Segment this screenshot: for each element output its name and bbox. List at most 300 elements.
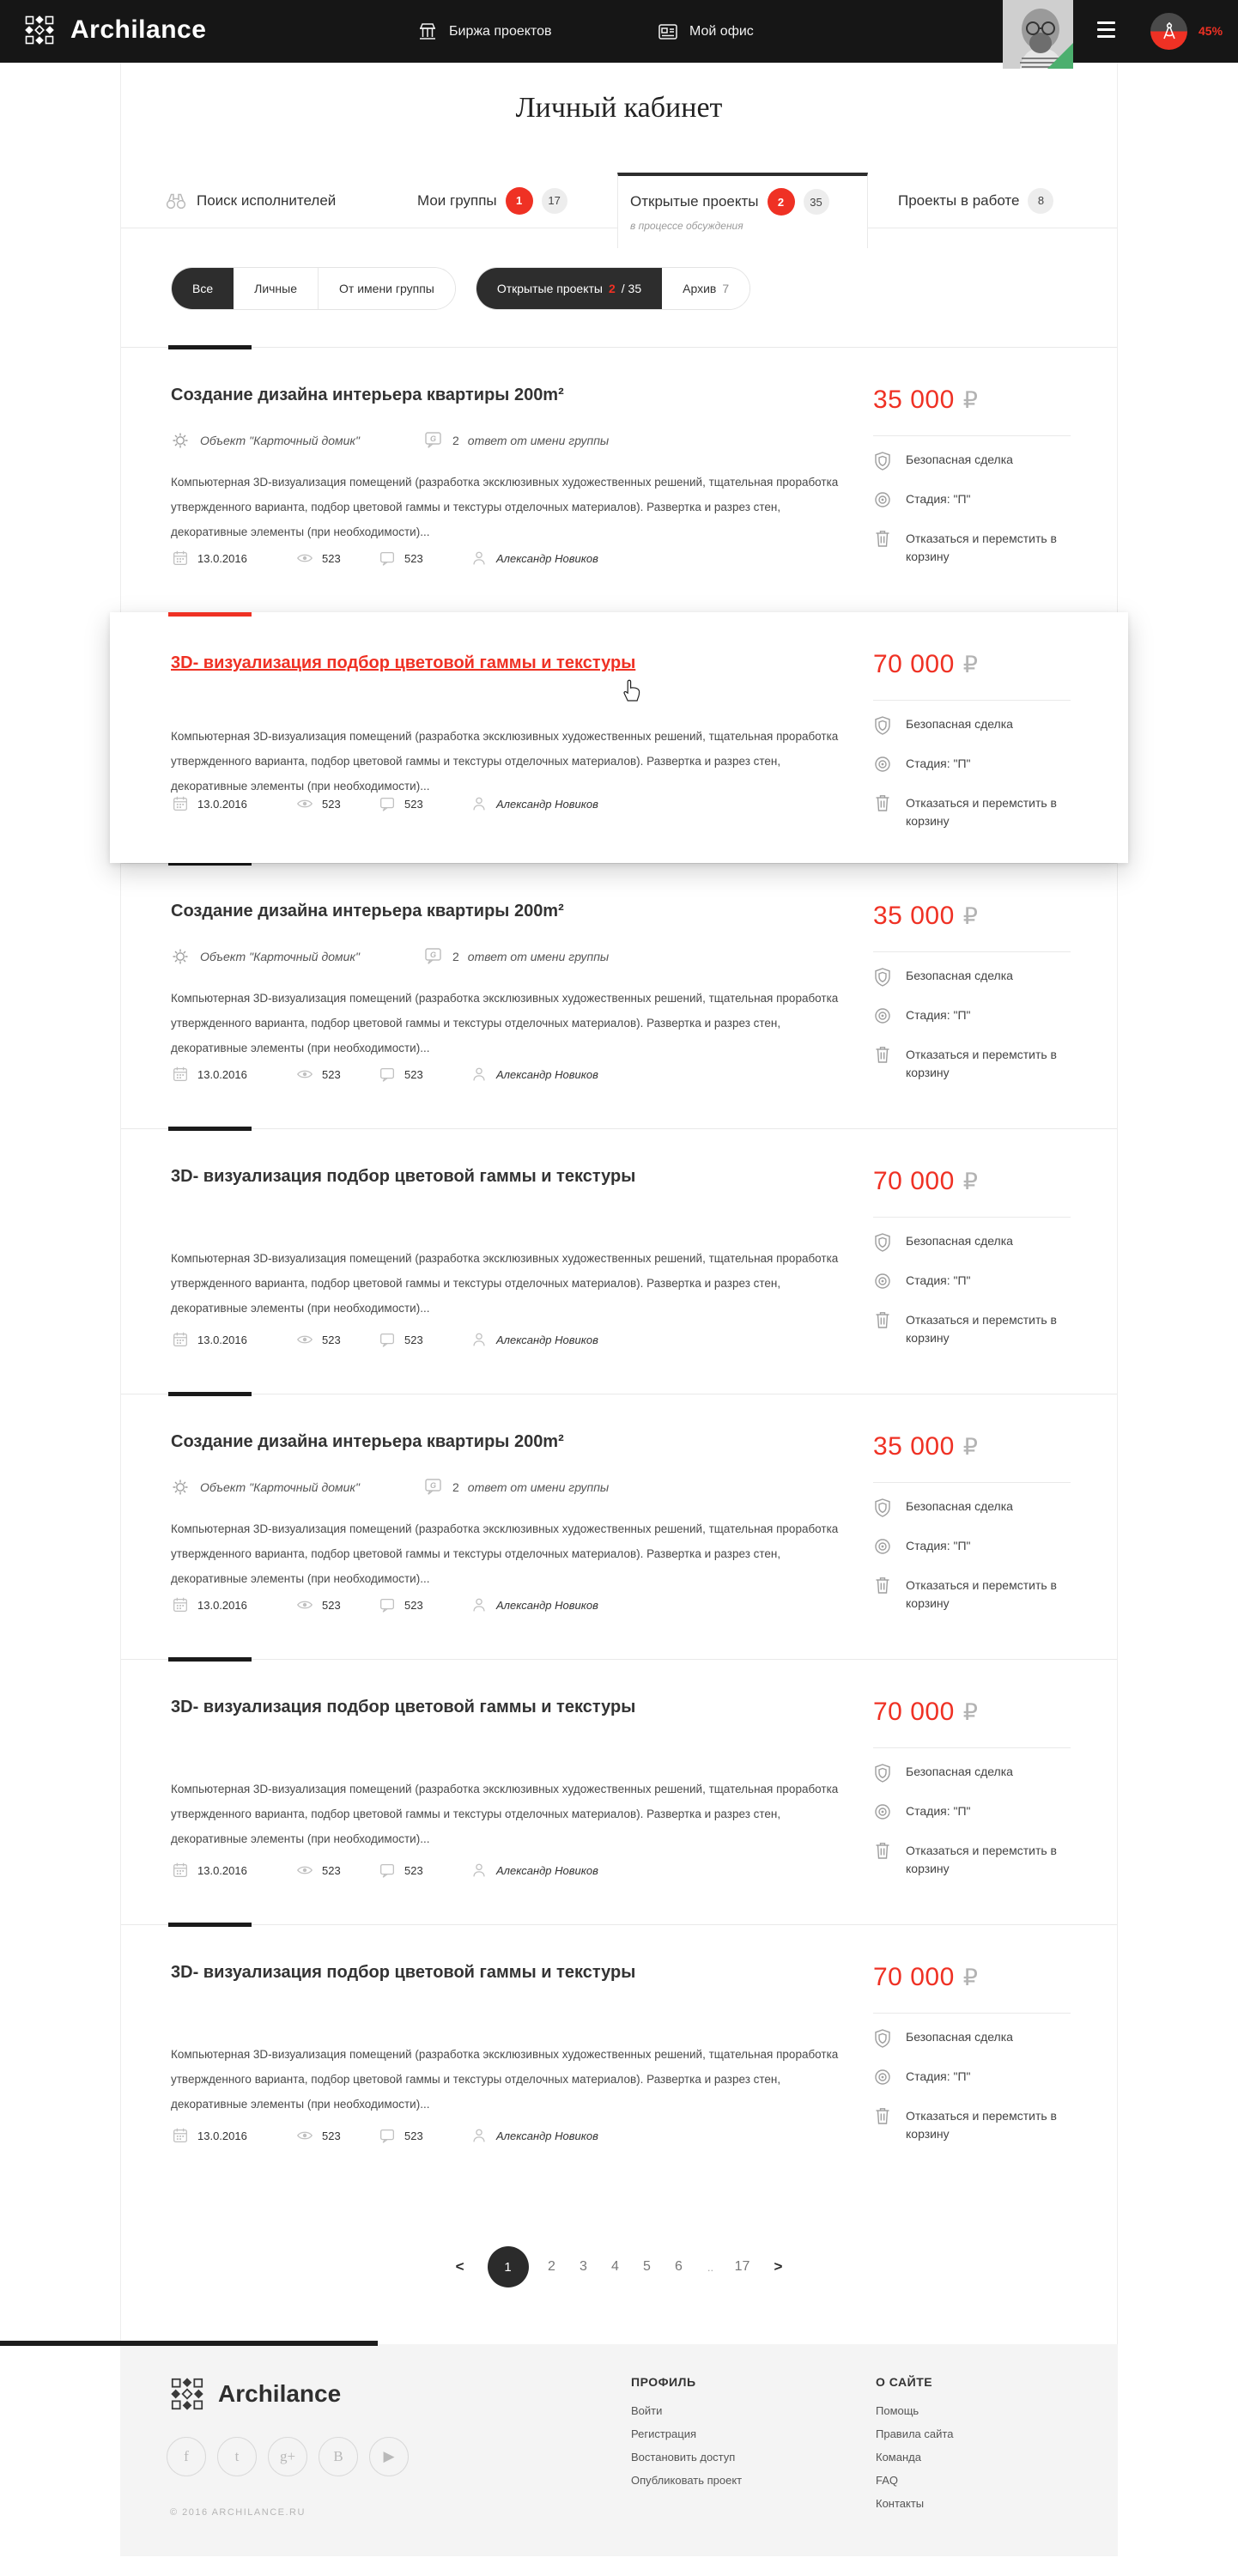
comment-bubble-icon [378, 1065, 397, 1084]
pagination-prev[interactable]: < [455, 2258, 464, 2275]
filters-row [171, 267, 1117, 310]
project-description: Компьютерная 3D-визуализация помещений (разработка эксклюзивных художественных решений, тщательная проработка утвержденного варианта, подбор цветовой гаммы и текстуры отделочных материалов). Развертка и разрез стен, декоративные элементы (при необходимости)... [171, 476, 839, 538]
reply-count: 2 [452, 950, 459, 963]
shield-icon [873, 451, 892, 471]
refuse-move-to-trash-action[interactable] [873, 528, 1065, 566]
open-total-count: / 35 [621, 282, 642, 295]
ruble-sign: ₽ [962, 1434, 979, 1460]
pagination-page-3[interactable]: 3 [580, 2259, 587, 2274]
main-container [120, 63, 1118, 2344]
project-price [873, 902, 978, 931]
date-value: 13.0.2016 [197, 551, 247, 565]
open-new-count: 2 [608, 282, 616, 295]
right-column-divider [873, 951, 1071, 952]
calendar-icon [171, 794, 190, 813]
right-column-divider [873, 435, 1071, 436]
tabs-bar [121, 173, 1117, 232]
card-meta-row [171, 794, 841, 813]
object-label: Объект "Карточный домик" [200, 434, 360, 447]
safe-deal-row [873, 967, 1013, 987]
twitter-icon[interactable]: t [217, 2437, 257, 2476]
comments-counter [378, 549, 423, 568]
comment-bubble-icon [378, 1861, 397, 1880]
person-icon [470, 1595, 489, 1614]
reply-label: ответ от имени группы [467, 950, 610, 963]
stage-row [873, 490, 971, 509]
author[interactable] [470, 1065, 598, 1084]
project-description: Компьютерная 3D-визуализация помещений (разработка эксклюзивных художественных решений, тщательная проработка утвержденного варианта, подбор цветовой гаммы и текстуры отделочных материалов). Развертка и разрез стен, декоративные элементы (при необходимости)... [171, 1522, 839, 1585]
person-icon [470, 1861, 489, 1880]
total-count-badge: 8 [1028, 188, 1053, 214]
safe-deal-label: Безопасная сделка [906, 1234, 1013, 1248]
comment-bubble-icon [378, 1330, 397, 1349]
refuse-move-to-trash-action[interactable] [873, 1309, 1065, 1347]
views-counter [295, 794, 341, 813]
project-price [873, 1698, 978, 1727]
trash-icon [873, 793, 892, 813]
card-accent-bar [168, 612, 252, 617]
pagination-page-1[interactable]: 1 [488, 2246, 529, 2287]
stage-target-icon [873, 1802, 892, 1821]
project-card [121, 863, 1117, 1128]
price-value: 70 000 [873, 650, 955, 678]
tab-subtitle: в процессе обсуждения [630, 220, 743, 232]
footer-column-title: ПРОФИЛЬ [631, 2375, 696, 2389]
tab-label: Проекты в работе [898, 191, 1020, 209]
price-value: 35 000 [873, 386, 955, 414]
shield-icon [873, 1763, 892, 1783]
card-meta-row [171, 2126, 841, 2145]
author[interactable] [470, 2126, 598, 2145]
card-meta-row [171, 1330, 841, 1349]
svg-text:G: G [429, 1480, 436, 1490]
trash-icon [873, 1309, 892, 1330]
safe-deal-row [873, 715, 1013, 736]
archilance-logo-icon [170, 2377, 204, 2411]
project-title-link[interactable]: 3D- визуализация подбор цветовой гаммы и текстуры [171, 1963, 636, 1982]
pagination-ellipsis: .. [707, 2260, 714, 2274]
ruble-sign: ₽ [962, 903, 979, 929]
footer-link[interactable]: Регистрация [631, 2427, 696, 2440]
project-title-link[interactable]: 3D- визуализация подбор цветовой гаммы и текстуры [171, 1167, 636, 1186]
id-card-icon [657, 21, 679, 43]
publish-date [171, 1595, 247, 1614]
pagination-next[interactable]: > [774, 2258, 783, 2275]
author-name: Александр Новиков [496, 1598, 598, 1612]
user-avatar[interactable] [1003, 0, 1073, 69]
calendar-icon [171, 2126, 190, 2145]
safe-deal-label: Безопасная сделка [906, 453, 1013, 466]
tab-search-executors[interactable] [164, 173, 336, 228]
group-replies [423, 1477, 609, 1498]
comments-value: 523 [404, 1067, 423, 1081]
eye-icon [295, 2126, 314, 2145]
publish-date [171, 794, 247, 813]
project-price [873, 1963, 978, 1992]
pagination [121, 2190, 1117, 2344]
comment-bubble-icon [378, 1595, 397, 1614]
author-name: Александр Новиков [496, 551, 598, 565]
stage-row [873, 1802, 971, 1821]
views-value: 523 [322, 551, 341, 565]
views-counter [295, 1330, 341, 1349]
ruble-sign: ₽ [962, 652, 979, 677]
project-title-link[interactable]: Создание дизайна интерьера квартиры 200m² [171, 902, 564, 920]
views-counter [295, 1861, 341, 1880]
refuse-move-to-trash-action[interactable] [873, 793, 1065, 830]
shield-icon [873, 967, 892, 987]
author-name: Александр Новиков [496, 797, 598, 811]
stage-label: Стадия: "П" [906, 492, 971, 506]
person-icon [470, 1330, 489, 1349]
publish-date [171, 549, 247, 568]
footer-link[interactable]: Войти [631, 2404, 663, 2417]
card-accent-bar [168, 1657, 252, 1662]
stage-target-icon [873, 1272, 892, 1291]
shield-icon [873, 1498, 892, 1518]
profile-progress-value: 45% [1199, 24, 1223, 38]
comments-value: 523 [404, 551, 423, 565]
stage-target-icon [873, 1006, 892, 1025]
stage-row [873, 1006, 971, 1025]
filter-all[interactable] [172, 268, 234, 309]
safe-deal-row [873, 1232, 1013, 1253]
card-meta-row [171, 1065, 841, 1084]
safe-deal-row [873, 2028, 1013, 2049]
card-meta-row [171, 1861, 841, 1880]
filter-label: Личные [254, 282, 298, 295]
nav-item-office[interactable] [657, 0, 754, 63]
copyright: © 2016 ARCHILANCE.RU [170, 2507, 306, 2518]
footer-link[interactable]: FAQ [876, 2474, 899, 2487]
safe-deal-label: Безопасная сделка [906, 969, 1013, 982]
stage-label: Стадия: "П" [906, 756, 971, 770]
archilance-logo-icon [24, 15, 55, 46]
footer-link[interactable]: Команда [876, 2451, 921, 2464]
stage-target-icon [873, 2068, 892, 2087]
filter-on-behalf-of-group[interactable] [319, 268, 455, 309]
google-plus-icon[interactable]: g+ [268, 2437, 307, 2476]
ruble-sign: ₽ [962, 1699, 979, 1725]
card-object-meta [171, 1477, 609, 1498]
refuse-label: Отказаться и перемстить в корзину [906, 1844, 1057, 1875]
reply-count: 2 [452, 1480, 459, 1494]
gear-icon [171, 431, 190, 450]
refuse-label: Отказаться и перемстить в корзину [906, 1048, 1057, 1079]
footer-brand[interactable] [170, 2377, 341, 2411]
shield-icon [873, 2028, 892, 2049]
right-column-divider [873, 1747, 1071, 1748]
safe-deal-row [873, 1498, 1013, 1518]
youtube-icon[interactable]: ▶ [369, 2437, 409, 2476]
card-accent-bar [168, 345, 252, 349]
views-value: 523 [322, 1863, 341, 1877]
trash-icon [873, 528, 892, 549]
person-icon [470, 1065, 489, 1084]
stage-label: Стадия: "П" [906, 2069, 971, 2083]
project-card [110, 612, 1128, 863]
vk-icon[interactable]: B [319, 2437, 358, 2476]
social-links [167, 2437, 409, 2476]
project-description: Компьютерная 3D-визуализация помещений (разработка эксклюзивных художественных решений, тщательная проработка утвержденного варианта, подбор цветовой гаммы и текстуры отделочных материалов). Развертка и разрез стен, декоративные элементы (при необходимости)... [171, 2048, 839, 2111]
pagination-page-5[interactable]: 5 [643, 2259, 651, 2274]
shield-icon [873, 715, 892, 736]
tab-projects-in-work[interactable] [898, 173, 1053, 228]
eye-icon [295, 794, 314, 813]
nav-item-label: Мой офис [689, 23, 754, 39]
date-value: 13.0.2016 [197, 1333, 247, 1346]
views-counter [295, 549, 341, 568]
card-object-meta [171, 430, 609, 451]
new-count-badge: 2 [768, 188, 795, 216]
project-card [121, 1659, 1117, 1924]
calendar-icon [171, 1595, 190, 1614]
stage-row [873, 755, 971, 774]
author[interactable] [470, 1595, 598, 1614]
ruble-sign: ₽ [962, 1169, 979, 1194]
footer-link[interactable]: Правила сайта [876, 2427, 954, 2440]
trash-icon [873, 1044, 892, 1065]
date-value: 13.0.2016 [197, 1863, 247, 1877]
safe-deal-label: Безопасная сделка [906, 1499, 1013, 1513]
views-value: 523 [322, 2129, 341, 2142]
pagination-page-17[interactable]: 17 [734, 2259, 750, 2274]
project-card [121, 1394, 1117, 1659]
reply-count: 2 [452, 434, 459, 447]
nav-item-label: Биржа проектов [449, 23, 552, 39]
calendar-icon [171, 549, 190, 568]
ruble-sign: ₽ [962, 387, 979, 413]
footer-link[interactable]: Опубликовать проект [631, 2474, 743, 2487]
comment-bubble-icon [378, 549, 397, 568]
brand-name: Archilance [70, 15, 207, 44]
stage-label: Стадия: "П" [906, 1008, 971, 1022]
author[interactable] [470, 794, 598, 813]
views-counter [295, 2126, 341, 2145]
filter-label: Архив [683, 282, 717, 295]
footer-link[interactable]: Помощь [876, 2404, 919, 2417]
project-title-link[interactable]: Создание дизайна интерьера квартиры 200m² [171, 386, 564, 404]
refuse-move-to-trash-action[interactable] [873, 2105, 1065, 2143]
author[interactable] [470, 1861, 598, 1880]
binoculars-icon [164, 190, 188, 212]
date-value: 13.0.2016 [197, 2129, 247, 2142]
nav-item-exchange[interactable] [416, 0, 551, 63]
card-accent-bar [168, 1923, 252, 1927]
comments-value: 523 [404, 1598, 423, 1612]
refuse-label: Отказаться и перемстить в корзину [906, 796, 1057, 828]
date-value: 13.0.2016 [197, 1067, 247, 1081]
refuse-label: Отказаться и перемстить в корзину [906, 1578, 1057, 1610]
price-value: 35 000 [873, 1432, 955, 1461]
footer [120, 2344, 1118, 2556]
eye-icon [295, 1330, 314, 1349]
comment-bubble-icon [378, 794, 397, 813]
calendar-icon [171, 1330, 190, 1349]
project-description: Компьютерная 3D-визуализация помещений (разработка эксклюзивных художественных решений, тщательная проработка утвержденного варианта, подбор цветовой гаммы и текстуры отделочных материалов). Развертка и разрез стен, декоративные элементы (при необходимости)... [171, 1252, 839, 1315]
new-count-badge: 1 [506, 187, 533, 215]
safe-deal-row [873, 451, 1013, 471]
price-value: 70 000 [873, 1698, 955, 1726]
group-replies [423, 430, 609, 451]
top-header [0, 0, 1238, 63]
stage-label: Стадия: "П" [906, 1804, 971, 1818]
project-title-link[interactable]: Создание дизайна интерьера квартиры 200m² [171, 1432, 564, 1451]
refuse-move-to-trash-action[interactable] [873, 1575, 1065, 1613]
page-title: Личный кабинет [515, 92, 723, 124]
person-icon [470, 2126, 489, 2145]
comments-value: 523 [404, 1863, 423, 1877]
person-icon [470, 549, 489, 568]
calendar-icon [171, 1861, 190, 1880]
comments-value: 523 [404, 797, 423, 811]
status-filter-group [476, 267, 750, 310]
date-value: 13.0.2016 [197, 1598, 247, 1612]
stage-row [873, 1272, 971, 1291]
comments-counter [378, 1595, 423, 1614]
trash-icon [873, 1575, 892, 1595]
project-card [121, 1924, 1117, 2190]
reply-label: ответ от имени группы [467, 1480, 610, 1494]
group-bubble-icon [423, 430, 444, 451]
author-name: Александр Новиков [496, 1067, 598, 1081]
total-count-badge: 35 [804, 189, 829, 215]
brand-logo[interactable] [24, 15, 206, 46]
comments-value: 523 [404, 1333, 423, 1346]
pagination-page-6[interactable]: 6 [675, 2259, 683, 2274]
author-name: Александр Новиков [496, 2129, 598, 2142]
total-count-badge: 17 [542, 188, 567, 214]
svg-text:G: G [429, 950, 436, 959]
filter-open-projects[interactable] [476, 268, 662, 309]
project-price [873, 1167, 978, 1196]
project-description: Компьютерная 3D-визуализация помещений (разработка эксклюзивных художественных решений, тщательная проработка утвержденного варианта, подбор цветовой гаммы и текстуры отделочных материалов). Развертка и разрез стен, декоративные элементы (при необходимости)... [171, 730, 839, 793]
calendar-icon [171, 1065, 190, 1084]
footer-link[interactable]: Контакты [876, 2497, 925, 2510]
pagination-page-2[interactable]: 2 [548, 2259, 555, 2274]
views-counter [295, 1595, 341, 1614]
publish-date [171, 1065, 247, 1084]
publish-date [171, 1330, 247, 1349]
profile-progress-badge[interactable] [1150, 13, 1187, 50]
menu-hamburger-icon[interactable] [1097, 21, 1115, 42]
author[interactable] [470, 1330, 598, 1349]
facebook-icon[interactable]: f [167, 2437, 206, 2476]
author[interactable] [470, 549, 598, 568]
publish-date [171, 2126, 247, 2145]
stage-target-icon [873, 1537, 892, 1556]
filter-label: От имени группы [339, 282, 434, 295]
group-replies [423, 946, 609, 967]
safe-deal-row [873, 1763, 1013, 1783]
refuse-move-to-trash-action[interactable] [873, 1840, 1065, 1878]
card-object-meta [171, 946, 609, 967]
exchange-building-icon [416, 21, 439, 43]
project-card [121, 1128, 1117, 1394]
card-meta-row [171, 549, 841, 568]
project-cards-list [121, 347, 1117, 2190]
comments-counter [378, 2126, 423, 2145]
views-value: 523 [322, 1598, 341, 1612]
trash-icon [873, 2105, 892, 2126]
gear-icon [171, 947, 190, 966]
project-title-link[interactable]: 3D- визуализация подбор цветовой гаммы и текстуры [171, 1698, 636, 1716]
filter-personal[interactable] [234, 268, 319, 309]
footer-column-profile [631, 2375, 742, 2497]
comments-counter [378, 1330, 423, 1349]
price-value: 35 000 [873, 902, 955, 930]
tab-open-projects-active[interactable] [617, 173, 868, 248]
card-meta-row [171, 1595, 841, 1614]
reply-label: ответ от имени группы [467, 434, 610, 447]
gear-icon [171, 1478, 190, 1497]
footer-column-about [876, 2375, 953, 2520]
tab-my-groups[interactable] [417, 173, 567, 228]
ownership-filter-group [171, 267, 456, 310]
right-column-divider [873, 700, 1071, 701]
archive-count: 7 [722, 282, 730, 295]
project-description: Компьютерная 3D-визуализация помещений (разработка эксклюзивных художественных решений, тщательная проработка утвержденного варианта, подбор цветовой гаммы и текстуры отделочных материалов). Развертка и разрез стен, декоративные элементы (при необходимости)... [171, 1783, 839, 1845]
views-value: 523 [322, 1333, 341, 1346]
project-title-link[interactable]: 3D- визуализация подбор цветовой гаммы и текстуры [171, 653, 636, 672]
stage-row [873, 2068, 971, 2087]
group-bubble-icon [423, 946, 444, 967]
filter-archive[interactable] [662, 268, 749, 309]
object-label: Объект "Карточный домик" [200, 1480, 360, 1494]
right-column-divider [873, 1217, 1071, 1218]
safe-deal-label: Безопасная сделка [906, 1765, 1013, 1778]
stage-label: Стадия: "П" [906, 1539, 971, 1552]
date-value: 13.0.2016 [197, 797, 247, 811]
stage-label: Стадия: "П" [906, 1273, 971, 1287]
stage-target-icon [873, 755, 892, 774]
eye-icon [295, 1065, 314, 1084]
project-card [121, 347, 1117, 612]
project-price [873, 650, 978, 679]
footer-accent-bar [0, 2341, 378, 2346]
refuse-move-to-trash-action[interactable] [873, 1044, 1065, 1082]
comments-counter [378, 1861, 423, 1880]
footer-column-title: О САЙТЕ [876, 2375, 933, 2389]
views-counter [295, 1065, 341, 1084]
drafting-compass-icon [1158, 21, 1180, 43]
footer-link[interactable]: Востановить доступ [631, 2451, 736, 2464]
refuse-label: Отказаться и перемстить в корзину [906, 532, 1057, 563]
eye-icon [295, 1595, 314, 1614]
person-icon [470, 794, 489, 813]
shield-icon [873, 1232, 892, 1253]
project-description: Компьютерная 3D-визуализация помещений (разработка эксклюзивных художественных решений, тщательная проработка утвержденного варианта, подбор цветовой гаммы и текстуры отделочных материалов). Развертка и разрез стен, декоративные элементы (при необходимости)... [171, 992, 839, 1054]
tab-label: Открытые проекты [630, 193, 759, 210]
comments-value: 523 [404, 2129, 423, 2142]
refuse-label: Отказаться и перемстить в корзину [906, 1313, 1057, 1345]
price-value: 70 000 [873, 1167, 955, 1195]
object-label: Объект "Карточный домик" [200, 950, 360, 963]
comment-bubble-icon [378, 2126, 397, 2145]
card-accent-bar [168, 1392, 252, 1396]
views-value: 523 [322, 1067, 341, 1081]
group-bubble-icon [423, 1477, 444, 1498]
tab-label: Поиск исполнителей [197, 191, 337, 209]
eye-icon [295, 1861, 314, 1880]
card-accent-bar [168, 1127, 252, 1131]
pagination-page-4[interactable]: 4 [611, 2259, 619, 2274]
trash-icon [873, 1840, 892, 1861]
right-column-divider [873, 1482, 1071, 1483]
safe-deal-label: Безопасная сделка [906, 717, 1013, 731]
project-price [873, 1432, 978, 1461]
filter-label: Все [192, 282, 214, 295]
